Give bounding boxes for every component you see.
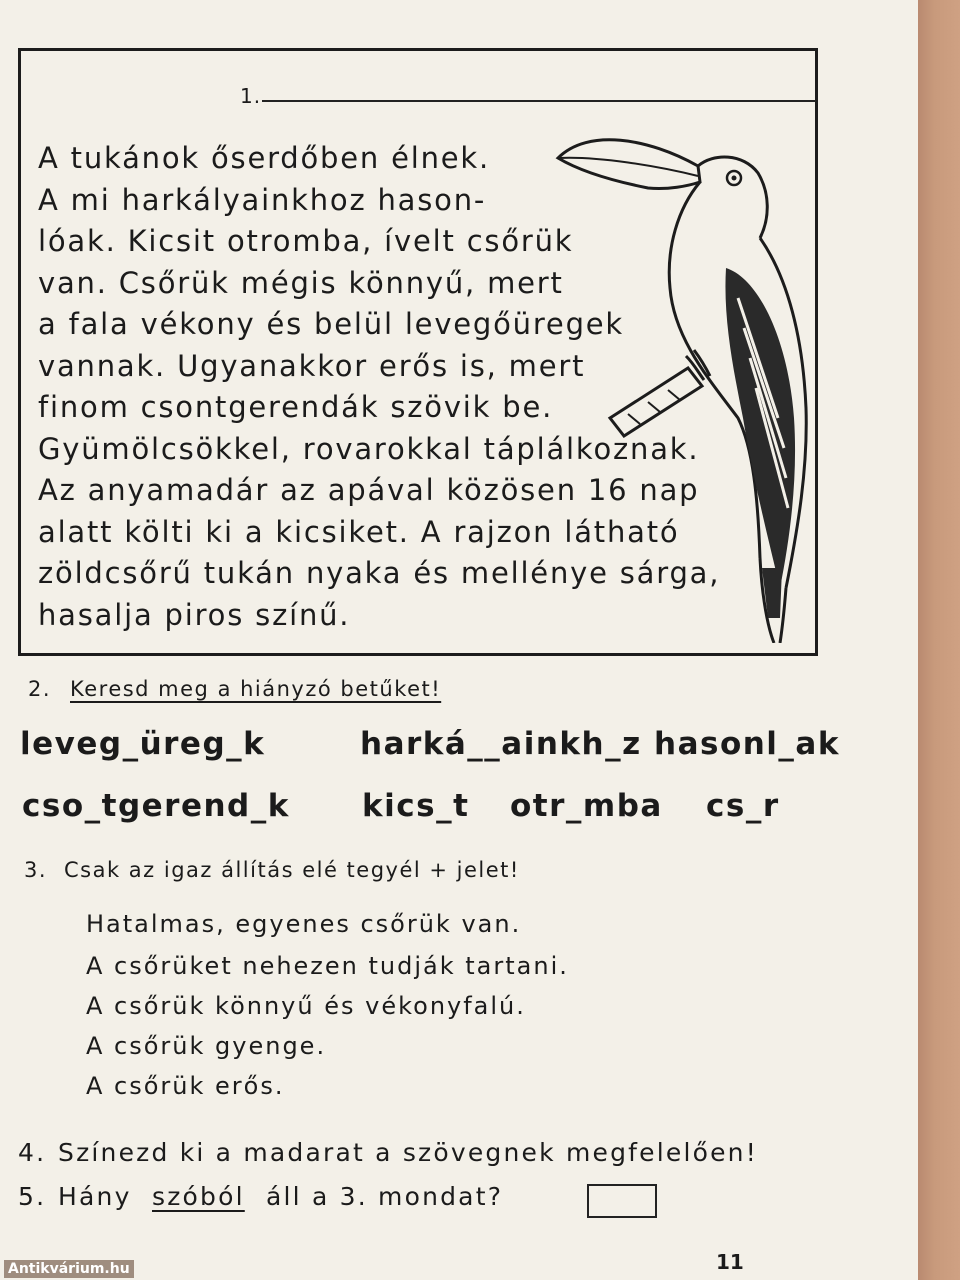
title-answer-line[interactable] bbox=[262, 100, 816, 102]
page-number: 11 bbox=[716, 1250, 744, 1274]
answer-box[interactable] bbox=[587, 1184, 657, 1218]
story-line: vannak. Ugyanakkor erős is, mert bbox=[38, 348, 586, 383]
story-line: Gyümölcsökkel, rovarokkal táplálkoznak. bbox=[38, 431, 700, 466]
statement-item[interactable]: A csőrüket nehezen tudják tartani. bbox=[86, 952, 569, 980]
story-line: Az anyamadár az apával közösen 16 nap bbox=[38, 473, 700, 507]
exercise1-number: 1. bbox=[240, 84, 262, 108]
exercise5-text-after: áll a 3. mondat? bbox=[266, 1182, 504, 1211]
exercise3-instruction: Csak az igaz állítás elé tegyél + jelet! bbox=[64, 858, 520, 882]
gap-word[interactable]: cs_r bbox=[706, 788, 780, 824]
story-line: A tukánok őserdőben élnek. bbox=[38, 141, 491, 175]
statement-item[interactable]: A csőrük könnyű és vékonyfalú. bbox=[86, 992, 526, 1020]
exercise5-text-before: Hány bbox=[58, 1182, 132, 1211]
gap-word[interactable]: kics_t bbox=[362, 788, 470, 824]
exercise4-number: 4. bbox=[18, 1138, 47, 1167]
exercise2-number: 2. bbox=[28, 677, 52, 701]
story-line: lóak. Kicsit otromba, ívelt csőrük bbox=[38, 224, 574, 258]
exercise3-number: 3. bbox=[24, 858, 48, 882]
story-line: alatt költi ki a kicsiket. A rajzon látható bbox=[38, 514, 680, 549]
exercise5-number: 5. bbox=[18, 1182, 47, 1211]
gap-word[interactable]: hasonl_ak bbox=[654, 726, 840, 762]
watermark-label: Antikvárium.hu bbox=[4, 1260, 134, 1278]
gap-word[interactable]: otr_mba bbox=[510, 788, 663, 824]
statement-item[interactable]: A csőrük erős. bbox=[86, 1072, 285, 1100]
book-edge bbox=[918, 0, 960, 1280]
exercise5-underlined-word: szóból bbox=[152, 1182, 245, 1211]
story-line: van. Csőrük mégis könnyű, mert bbox=[38, 265, 564, 300]
story-line: finom csontgerendák szövik be. bbox=[38, 390, 554, 424]
gap-word[interactable]: cso_tgerend_k bbox=[22, 788, 290, 824]
story-line: a fala vékony és belül levegőüregek bbox=[38, 307, 625, 341]
story-line: A mi harkályainkhoz hason- bbox=[38, 182, 487, 217]
toucan-illustration[interactable] bbox=[548, 118, 810, 643]
exercise4-text: Színezd ki a madarat a szövegnek megfelelően! bbox=[58, 1138, 758, 1167]
statement-item[interactable]: Hatalmas, egyenes csőrük van. bbox=[86, 910, 522, 938]
story-line: zöldcsőrű tukán nyaka és mellénye sárga, bbox=[38, 556, 721, 590]
gap-word[interactable]: harká__ainkh_z bbox=[360, 726, 642, 762]
gap-word[interactable]: leveg_üreg_k bbox=[20, 726, 266, 762]
exercise2-instruction: Keresd meg a hiányzó betűket! bbox=[70, 677, 442, 701]
statement-item[interactable]: A csőrük gyenge. bbox=[86, 1032, 327, 1060]
story-line: hasalja piros színű. bbox=[38, 597, 351, 632]
